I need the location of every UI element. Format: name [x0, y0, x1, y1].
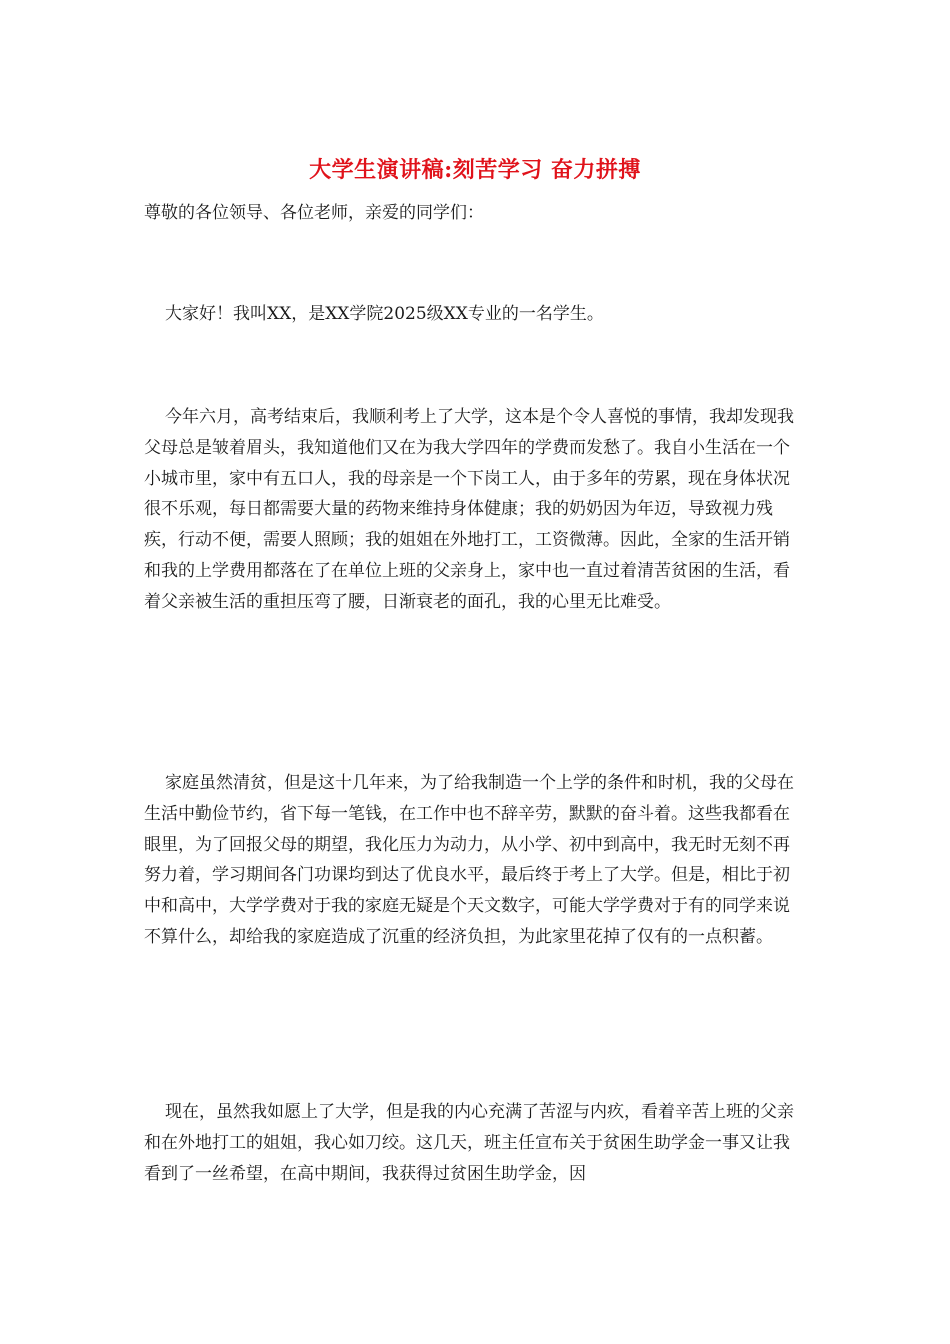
paragraph-intro: 大家好！我叫XX，是XX学院2025级XX专业的一名学生。 [165, 304, 604, 324]
salutation: 尊敬的各位领导、各位老师，亲爱的同学们： [144, 203, 484, 223]
paragraph-current-situation: 现在，虽然我如愿上了大学，但是我的内心充满了苦涩与内疚，看着辛苦上班的父亲和在外地打工的姐姐，我心如刀绞。这几天，班主任宣布关于贫困生助学金一事又让我看到了一丝希望，在高中期间，我获得过贫困生助学金，因 [144, 1102, 794, 1184]
document-title: 大学生演讲稿:刻苦学习 奋力拼搏 [309, 157, 641, 183]
paragraph-family-background: 今年六月，高考结束后，我顺利考上了大学，这本是个令人喜悦的事情，我却发现我父母总是皱着眉头，我知道他们又在为我大学四年的学费而发愁了。我自小生活在一个小城市里，家中有五口人，我的母亲是一个下岗工人，由于多年的劳累，现在身体状况很不乐观，每日都需要大量的药物来维持身体健康；我的奶奶因为年迈，导致视力残疾，行动不便，需要人照顾；我的姐姐在外地打工，工资微薄。因此，全家的生活开销和我的上学费用都落在了在单位上班的父亲身上，家中也一直过着清苦贫困的生活，看着父亲被生活的重担压弯了腰，日渐衰老的面孔，我的心里无比难受。 [144, 407, 794, 612]
paragraph-parents-effort: 家庭虽然清贫，但是这十几年来，为了给我制造一个上学的条件和时机，我的父母在生活中勤俭节约，省下每一笔钱，在工作中也不辞辛劳，默默的奋斗着。这些我都看在眼里，为了回报父母的期望，我化压力为动力，从小学、初中到高中，我无时无刻不再努力着，学习期间各门功课均到达了优良水平，最后终于考上了大学。但是，相比于初中和高中，大学学费对于我的家庭无疑是个天文数字，可能大学学费对于有的同学来说不算什么，却给我的家庭造成了沉重的经济负担，为此家里花掉了仅有的一点积蓄。 [144, 773, 794, 947]
